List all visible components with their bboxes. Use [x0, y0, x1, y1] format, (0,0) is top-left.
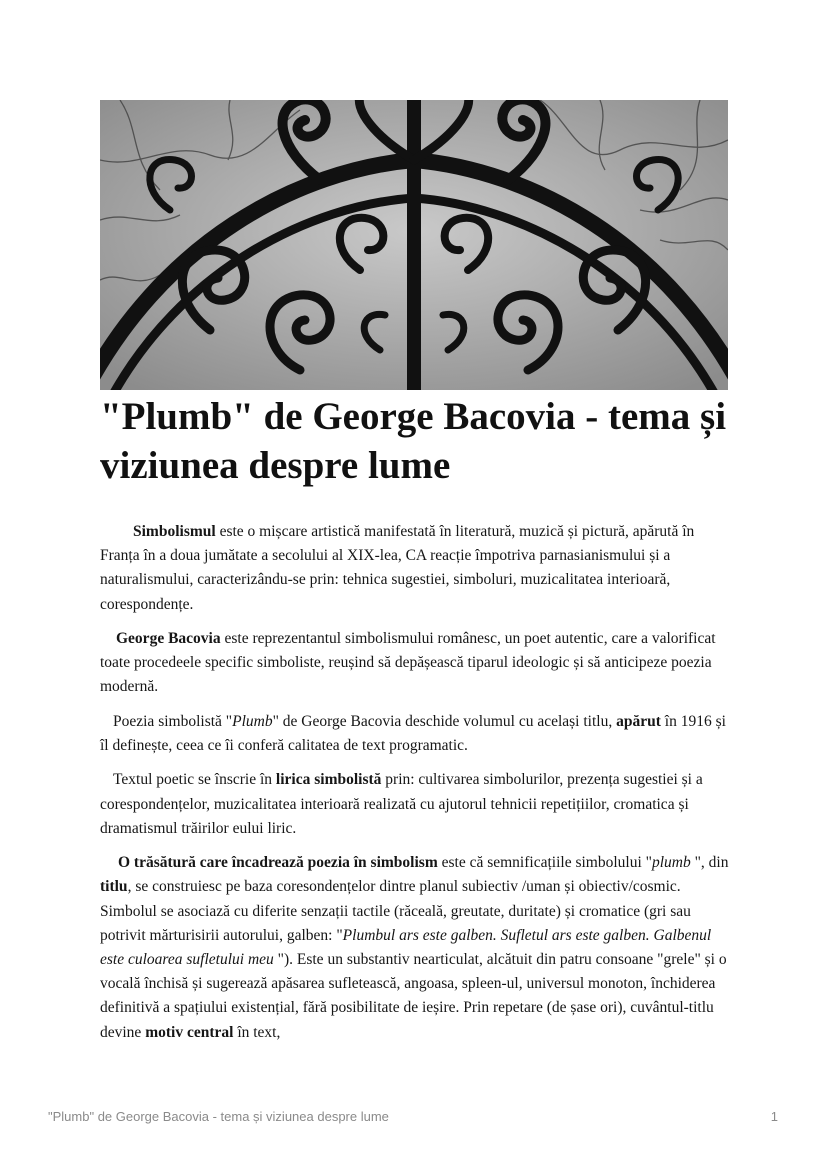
paragraph-text: în text, [233, 1023, 281, 1041]
paragraph-text: este că semnificațiile simbolului " [437, 854, 652, 872]
paragraph-poezia [100, 710, 732, 758]
bold-term: George Bacovia [116, 630, 221, 647]
paragraph-text: este o mișcare artistică manifestată în literatură, muzică și pictură, apărută în Franța în a doua jumătate a secolului al XIX-lea, CA reacție împotriva parnasianismului și a naturalismului, caracterizându-se prin: tehnica sugestiei, simboluri, muzicalitatea interioară, corespondențe. [100, 523, 695, 613]
paragraph-trasatura [100, 851, 732, 1045]
paragraph-text: , se construiesc pe baza coresondențelor dintre planul subiectiv /uman și obiectiv/cosmic. Simbolul se asociază cu diferite senzații tactile (răceală, greutate, duritate) și cromatice (gri sau potrivit mărturisirii autorului, galben: " [100, 878, 691, 944]
paragraph-text: ", din [690, 854, 729, 872]
italic-term: Plumb [232, 712, 273, 730]
paragraph-text: "). Este un substantiv nearticulat, alcătuit din patru consoane "grele" și o vocală închisă și sugerează apăsarea sufletească, angoasa, spleen-ul, universul monoton, închiderea definitivă a spațiului existențial, fără posibilitate de ieșire. Prin repetare (de șase ori), cuvântul-titlu devine [100, 951, 727, 1041]
paragraph-text: în 1916 și îl definește, ceea ce îi conferă calitatea de text programatic. [100, 712, 726, 754]
bold-term: titlu [100, 878, 128, 896]
paragraph-bacovia [100, 627, 732, 700]
bold-term: apărut [616, 712, 661, 730]
bold-term: O trăsătură care încadrează poezia în simbolism [118, 854, 438, 872]
paragraph-text: prin: cultivarea simbolurilor, prezența sugestiei și a corespondențelor, muzicalitatea interioară realizată cu ajutorul tehnicii repetițiilor, cromatica și dramatismul trăirilor eului liric. [100, 771, 703, 837]
bold-term: Simbolismul [133, 523, 216, 540]
page-number: 1 [770, 1109, 778, 1124]
paragraph-text: Poezia simbolistă " [113, 712, 233, 730]
bold-term: lirica simbolistă [275, 771, 382, 789]
paragraph-text: Textul poetic se înscrie în [113, 771, 276, 789]
paragraph-lirica [100, 768, 732, 841]
article-body [100, 520, 732, 1055]
footer-document-title: "Plumb" de George Bacovia - tema și viziunea despre lume [48, 1109, 389, 1124]
paragraph-text: este reprezentantul simbolismului românesc, un poet autentic, care a valorificat toate procedeele specific simboliste, reușind să depășească tiparul ideologic și să anticipeze poezia modernă. [100, 630, 716, 696]
paragraph-text: " de George Bacovia deschide volumul cu același titlu, [272, 712, 617, 730]
paragraph-simbolism [100, 520, 732, 617]
bold-term: motiv central [145, 1023, 234, 1041]
italic-term: plumb [651, 854, 691, 872]
wrought-iron-gate-image [100, 100, 728, 390]
italic-quote: Plumbul ars este galben. Sufletul ars este galben. Galbenul este culoarea sufletului meu [100, 926, 712, 968]
page-title: "Plumb" de George Bacovia - tema și viziunea despre lume [100, 395, 727, 487]
